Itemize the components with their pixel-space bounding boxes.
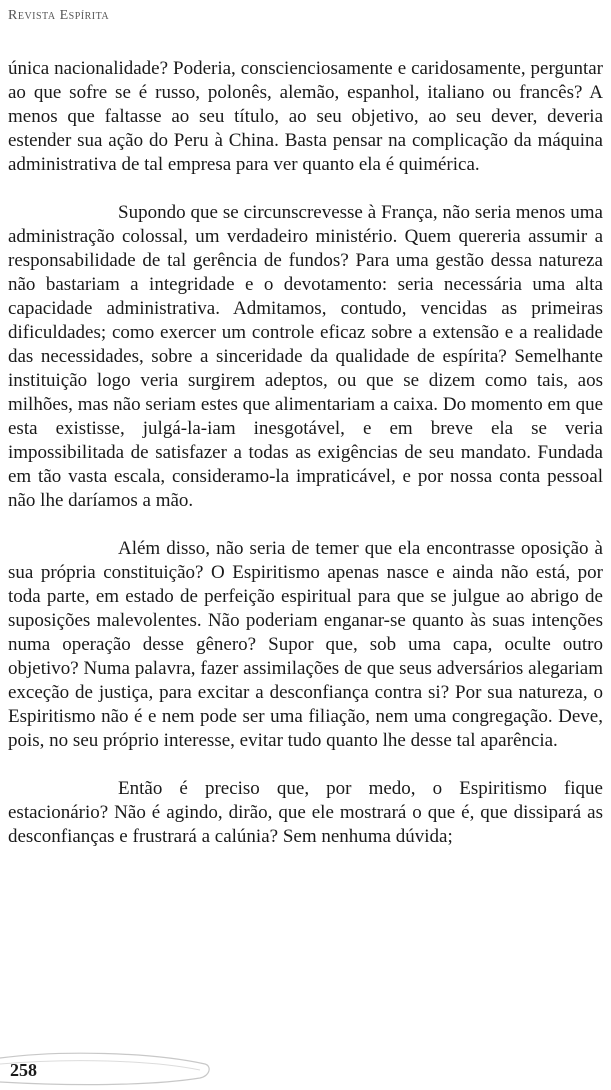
page-number: 258 xyxy=(10,1060,37,1080)
body-text xyxy=(8,57,603,873)
paragraph: Além disso, não seria de temer que ela encontrasse oposição à sua própria constituição? O Espiritismo apenas nasce e ainda não está, por toda parte, em estado de perfeição espiritual para que se julgue ao abrigo de suposições malevolentes. Não poderiam enganar-se quanto às suas intenções numa operação desse gênero? Supor que, sob uma capa, oculte outro objetivo? Numa palavra, fazer assimilações de que seus adversários alegariam exceção de justiça, para excitar a desconfiança contra si? Por sua natureza, o Espiritismo não é e nem pode ser uma filiação, nem uma congregação. Deve, pois, no seu próprio interesse, evitar tudo quanto lhe desse tal aparência. xyxy=(8,538,603,751)
paragraph: Supondo que se circunscrevesse à França, não seria menos uma administração colossal, um verdadeiro ministério. Quem quereria assumir a responsabilidade de tal gerência de fundos? Para uma gestão dessa natureza não bastariam a integridade e o devotamento: seria necessária uma alta capacidade administrativa. Admitamos, contudo, vencidas as primeiras dificuldades; como exercer um controle eficaz sobre a extensão e a realidade das necessidades, sobre a sinceridade da qualidade de espírita? Semelhante instituição logo veria surgirem adeptos, ou que se dizem como tais, aos milhões, mas não seriam estes que alimentariam a caixa. Do momento em que esta existisse, julgá-la-iam inesgotável, e em breve ela se veria impossibilitada de satisfazer a todas as exigências de seu mandato. Fundada em tão vasta escala, consideramo-la impraticável, e por nossa conta pessoal não lhe daríamos a mão. xyxy=(8,202,603,511)
page-footer xyxy=(0,1050,611,1090)
paragraph: Então é preciso que, por medo, o Espiritismo fique estacionário? Não é agindo, dirão, que ele mostrará o que é, que dissipará as desconfianças e frustrará a calúnia? Sem nenhuma dúvida; xyxy=(8,778,603,847)
paragraph-continuation: única nacionalidade? Poderia, conscienciosamente e caridosamente, perguntar ao que sofre se é russo, polonês, alemão, espanhol, italiano ou francês? A menos que faltasse ao seu título, ao seu objetivo, ao seu dever, deveria estender sua ação do Peru à China. Basta pensar na complicação da máquina administrativa de tal empresa para ver quanto ela é quimérica. xyxy=(8,58,603,175)
running-head: Revista Espírita xyxy=(8,8,110,23)
